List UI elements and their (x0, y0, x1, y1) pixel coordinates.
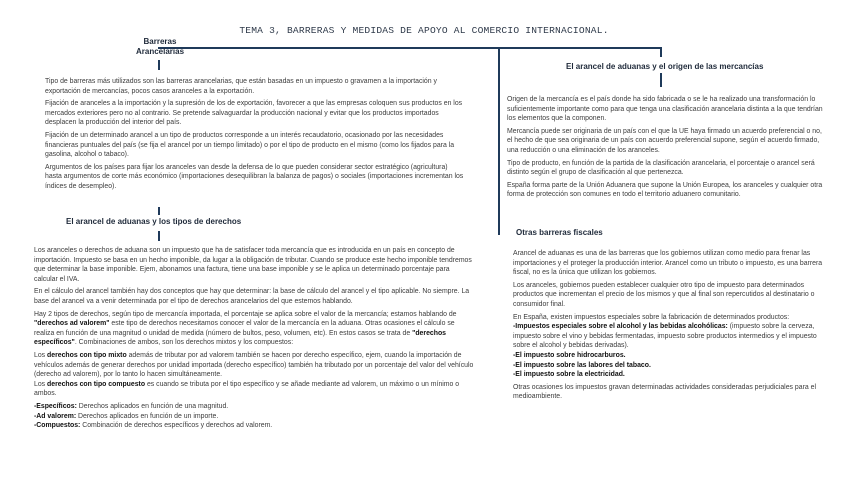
connector-left-2 (158, 207, 160, 215)
paragraph: Los aranceles, gobiernos pueden establecer cualquier otro tipo de impuesto para determinados productos que incrementan el precio de los mismos y que al final son repercutidos al destinatario o consumidor final. (513, 281, 815, 308)
otras-barreras-section (513, 249, 828, 402)
tax-item (513, 351, 828, 361)
connector-right-top (660, 47, 662, 57)
connector-right-2 (660, 73, 662, 87)
bold-term: -Compuestos: (34, 422, 81, 430)
paragraph: En el cálculo del arancel también hay dos conceptos que hay que determinar: la base de cálculo del arancel y el tipo aplicable. No siempre. La base del arancel va a venir determinada por el tipo de derechos arancelarios del que estemos hablando. (34, 288, 470, 305)
barreras-arancelarias-heading: Barreras Arancelarias (135, 37, 185, 56)
otras-barreras-heading: Otras barreras fiscales (516, 228, 603, 237)
text-span: (impuesto sobre la cerveza, impuesto sobre el vino y bebidas fermentadas, impuesto sobre productos intermedios y el impuesto sobre el alcohol y bebidas derivadas). (513, 323, 817, 350)
paragraph: Fijación de un determinado arancel a un tipo de productos corresponde a un interés recaudatorio, ocasionado por las necesidades financieras puntuales del país (se fija el arancel por un tiempo limitado) o por el tipo de producto en el mismo (como los fijados para la gasolina, alcohol o tabaco). (45, 131, 455, 159)
paragraph: Tipo de producto, en función de la partida de la clasificación arancelaria, el porcentaje o arancel será distinto según el grupo de clasificación al que pertenezca. (507, 159, 815, 177)
paragraph: En España, existen impuestos especiales sobre la fabricación de determinados productos: (513, 313, 790, 321)
origen-mercancias-heading: El arancel de aduanas y el origen de las mercancías (566, 62, 764, 71)
bold-term: -El impuesto sobre las labores del tabaco. (513, 361, 651, 369)
page-title: TEMA 3, BARRERAS Y MEDIDAS DE APOYO AL COMERCIO INTERNACIONAL. (239, 25, 609, 36)
barreras-arancelarias-section (45, 77, 465, 192)
bold-term: "derechos específicos" (34, 329, 446, 347)
paragraph (34, 380, 474, 399)
connector-center (498, 47, 500, 235)
text-span: Derechos aplicados en función de un importe. (76, 412, 219, 420)
paragraph: Fijación de aranceles a la importación y la supresión de los de exportación, favorecer a que las empresas coloquen sus productos en los mercados exteriores pero no al contrario. Se pretende salvaguardar la producción nacional y evitar que los productos importados desplacen la producción del interior del país. (45, 100, 463, 127)
tax-item (513, 370, 828, 380)
definition-item (34, 412, 474, 422)
bold-term: -Impuestos especiales sobre el alcohol y las bebidas alcohólicas: (513, 323, 728, 331)
paragraph: Origen de la mercancía es el país donde ha sido fabricada o se le ha realizado una transformación lo suficientemente importante como para que tenga una clasificación arancelaria distinta a la que tendrían los elementos que la componen. (507, 96, 823, 123)
paragraph: Arancel de aduanas es una de las barreras que los gobiernos utilizan como medio para frenar las importaciones y el proteger la producción interior. Arancel como un tributo o impuesto, es una barrera fiscal, no es la única que utilizan los gobiernos. (513, 250, 823, 277)
bold-term: -El impuesto sobre hidrocarburos. (513, 351, 626, 359)
origen-mercancias-section (507, 95, 827, 200)
text-span: . Combinaciones de ambos, son los derechos mixtos y los compuestos: (74, 339, 294, 347)
paragraph (34, 351, 474, 380)
bold-term: derechos con tipo compuesto (47, 380, 146, 388)
bold-term: -El impuesto sobre la electricidad. (513, 371, 625, 379)
paragraph: Tipo de barreras más utilizados son las barreras arancelarias, que están basadas en un impuesto o gravamen a la importación y exportación de mercancías, pocos casos aranceles a la exportación. (45, 78, 437, 95)
text-span: Derechos aplicados en función de una magnitud. (76, 402, 229, 410)
definition-item (34, 421, 474, 431)
text-span: es cuando se tributa por el tipo específico y se añade mediante ad valorem, un máximo o un mínimo o ambos. (34, 380, 460, 398)
paragraph: Los aranceles o derechos de aduana son un impuesto que ha de satisfacer toda mercancía que es introducida en un país en concepto de importación. Impuesto se basa en un hecho imponible, da lugar a la obligación de tributar. Cuando se produce este hecho imponible tendremos que determinar la base imponible. Ejem, abonamos una factura, tiene una base imponible y se le aplica un determinado porcentaje para calcular el IVA. (34, 247, 472, 283)
tax-item (513, 361, 828, 371)
text-span: Combinación de derechos específicos y derechos ad valorem. (80, 422, 273, 430)
definition-item (34, 402, 474, 412)
text-span: Hay 2 tipos de derechos, según tipo de mercancía importada, el porcentaje se aplica sobre el valor de la mercancía; estamos hablando de (34, 310, 457, 318)
text-span: además de tributar por ad valorem también se hacen por derecho específico, ejem, cuando la importación de vehículos además de generar derechos por unidad importada (derecho específico) también ha tributado por un porcentaje del valor del vehículo (derecho ad valorem), por lo tanto lo hacen simultáneamente. (34, 351, 474, 379)
paragraph: España forma parte de la Unión Aduanera que supone la Unión Europea, los aranceles y cualquier otra forma de protección son comunes en todo el territorio aduanero comunitario. (507, 181, 823, 199)
paragraph (34, 310, 474, 348)
tipos-derechos-heading: El arancel de aduanas y los tipos de derechos (66, 217, 242, 226)
text-span: Los (34, 351, 48, 359)
paragraph: Otras ocasiones los impuestos gravan determinadas actividades consideradas perjudiciales para el medioambiente. (513, 383, 816, 401)
tax-item (513, 322, 828, 351)
connector-left-3 (158, 231, 160, 241)
connector-left-1 (158, 60, 160, 70)
bold-term: derechos con tipo mixto (47, 351, 127, 359)
bold-term: -Específicos: (34, 402, 77, 410)
text-span: Los (34, 380, 48, 388)
title-connector-line (158, 47, 661, 49)
text-span: este tipo de derechos necesitamos conocer el valor de la mercancía en la aduana. Otras ocasiones el cálculo se realiza en función de una magnitud o unidad de medida (número de bultos, peso, volumen, etc). En estos casos se trata de (34, 320, 455, 337)
paragraph: Mercancía puede ser originaria de un país con el que la UE haya firmado un acuerdo preferencial o no, el hecho de que sea originaria de un país con acuerdo preferencial supone, según el acuerdo firmado, una reducción o una eliminación de los aranceles. (507, 127, 822, 154)
tipos-derechos-section (34, 246, 474, 431)
paragraph: Argumentos de los países para fijar los aranceles van desde la defensa de lo que pueden considerar sector estratégico (agricultura) hasta argumentos de corte más económico (importaciones desequilibran la balanza de pagos) o sociales (importaciones incrementan los índices de desempleo). (45, 163, 464, 190)
bold-term: "derechos ad valorem" (34, 320, 110, 328)
bold-term: -Ad valorem: (34, 412, 77, 420)
